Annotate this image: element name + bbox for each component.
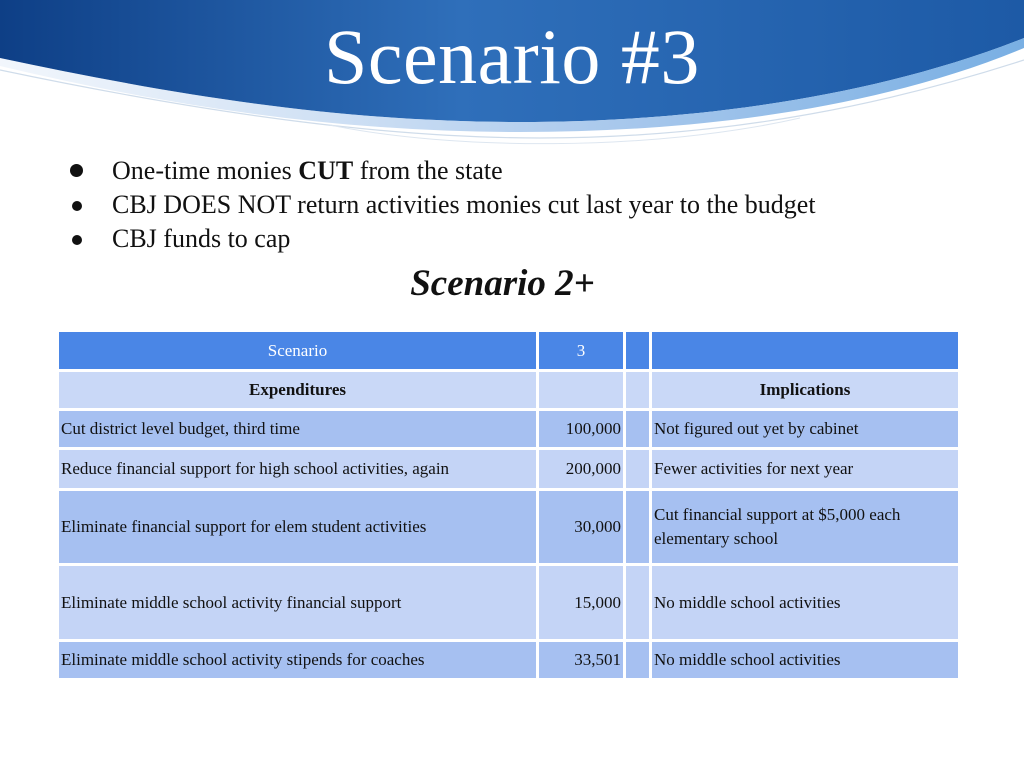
expenditure-amount: 100,000 <box>538 410 625 449</box>
table-row <box>58 490 960 565</box>
bullet-item: CBJ funds to cap <box>70 222 816 256</box>
table-row <box>58 565 960 641</box>
implication-text: Cut financial support at $5,000 each elementary school <box>651 490 960 565</box>
table-row <box>58 449 960 490</box>
expenditure-amount: 30,000 <box>538 490 625 565</box>
header-scenario-label: Scenario <box>58 331 538 371</box>
slide-subtitle: Scenario 2+ <box>410 263 595 304</box>
expenditure-item: Reduce financial support for high school activities, again <box>58 449 538 490</box>
implication-text: Not figured out yet by cabinet <box>651 410 960 449</box>
header-empty <box>651 331 960 371</box>
expenditure-item: Cut district level budget, third time <box>58 410 538 449</box>
bullet-dot-icon <box>70 164 83 177</box>
expenditure-item: Eliminate middle school activity financial support <box>58 565 538 641</box>
expenditure-amount: 33,501 <box>538 641 625 680</box>
implication-text: No middle school activities <box>651 565 960 641</box>
table-subheader-row <box>58 371 960 410</box>
bullet-item: One-time monies CUT from the state <box>70 154 816 188</box>
implication-text: Fewer activities for next year <box>651 449 960 490</box>
expenditures-heading: Expenditures <box>58 371 538 410</box>
expenditure-item: Eliminate financial support for elem student activities <box>58 490 538 565</box>
bullet-list <box>70 154 816 256</box>
table-row <box>58 641 960 680</box>
implications-heading: Implications <box>651 371 960 410</box>
table-header-row <box>58 331 960 371</box>
expenditure-amount: 200,000 <box>538 449 625 490</box>
expenditure-amount: 15,000 <box>538 565 625 641</box>
bullet-dot-icon <box>72 235 82 245</box>
header-spacer <box>625 331 651 371</box>
header-scenario-value: 3 <box>538 331 625 371</box>
bullet-item: CBJ DOES NOT return activities monies cut last year to the budget <box>70 188 816 222</box>
bullet-dot-icon <box>72 201 82 211</box>
expenditure-item: Eliminate middle school activity stipends for coaches <box>58 641 538 680</box>
slide-title: Scenario #3 <box>324 13 700 100</box>
table-row <box>58 410 960 449</box>
budget-table <box>56 329 961 681</box>
implication-text: No middle school activities <box>651 641 960 680</box>
